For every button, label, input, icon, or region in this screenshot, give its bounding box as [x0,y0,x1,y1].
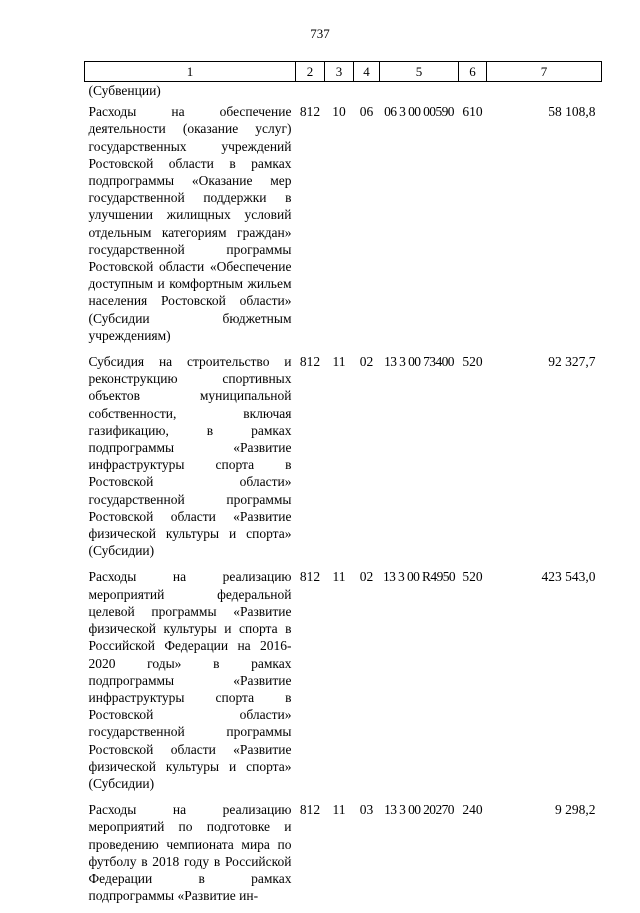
section-code: 11 [332,802,346,818]
table-row [85,801,602,913]
ministry-code: 812 [299,104,321,120]
table-row [85,353,602,568]
row-description: Расходы на обеспечение деятельности (оказание услуг) государственных учреждений Ростовской области в рамках подпрограммы «Оказание мер государственной поддержки в улучшении жилищных условий отдельным категориям граждан» государственной программы Ростовской области «Обеспечение доступным и комфортным жильем населения Ростовской области» (Субсидии бюджетным учреждениям) [88,104,292,343]
ministry-code: 812 [299,569,321,585]
target-article-code: 13 3 00 73400 [384,354,454,370]
table-row-continuation [85,82,602,104]
expense-type-code: 240 [462,802,483,818]
subsection-code: 02 [359,569,374,585]
section-code: 11 [332,354,346,370]
target-article-code: 13 3 00 R4950 [382,569,456,585]
table-row [85,103,602,353]
ministry-code: 812 [299,354,321,370]
budget-table [84,61,602,913]
table-row [85,568,602,801]
target-article-code: 06 3 00 00590 [384,104,454,120]
section-code: 10 [332,104,346,120]
column-header: 2 [296,62,325,82]
column-header: 6 [459,62,487,82]
subsection-code: 06 [359,104,374,120]
page-number: 737 [310,26,330,41]
continuation-text: (Субвенции) [88,83,161,98]
row-description: Расходы на реализацию мероприятий федеральной целевой программы «Развитие физической культуры и спорта в Российской Федерации на 2016-2020 годы» в рамках подпрограммы «Развитие инфраструктуры спорта в Ростовской области» государственной программы Ростовской области «Развитие физической культуры и спорта» (Субсидии) [88,569,292,791]
column-header: 5 [380,62,459,82]
subsection-code: 02 [359,354,374,370]
amount: 92 327,7 [548,354,596,370]
column-header: 4 [354,62,380,82]
column-header: 7 [487,62,602,82]
amount: 58 108,8 [548,104,596,120]
subsection-code: 03 [359,802,374,818]
target-article-code: 13 3 00 20270 [384,802,454,818]
column-header: 3 [325,62,354,82]
expense-type-code: 520 [462,569,483,585]
row-description: Расходы на реализацию мероприятий по подготовке и проведению чемпионата мира по футболу в 2018 году в Российской Федерации в рамках подпрограммы «Развитие ин- [88,802,292,904]
ministry-code: 812 [299,802,321,818]
table-header-row [85,62,602,82]
amount: 9 298,2 [555,802,596,818]
row-description: Субсидия на строительство и реконструкцию спортивных объектов муниципальной собственности, включая газификацию, в рамках подпрограммы «Развитие инфраструктуры спорта в Ростовской области» государственной программы Ростовской области «Развитие физической культуры и спорта» (Субсидии) [88,354,292,559]
amount: 423 543,0 [541,569,596,585]
expense-type-code: 520 [462,354,483,370]
column-header: 1 [85,62,296,82]
expense-type-code: 610 [462,104,483,120]
section-code: 11 [332,569,346,585]
